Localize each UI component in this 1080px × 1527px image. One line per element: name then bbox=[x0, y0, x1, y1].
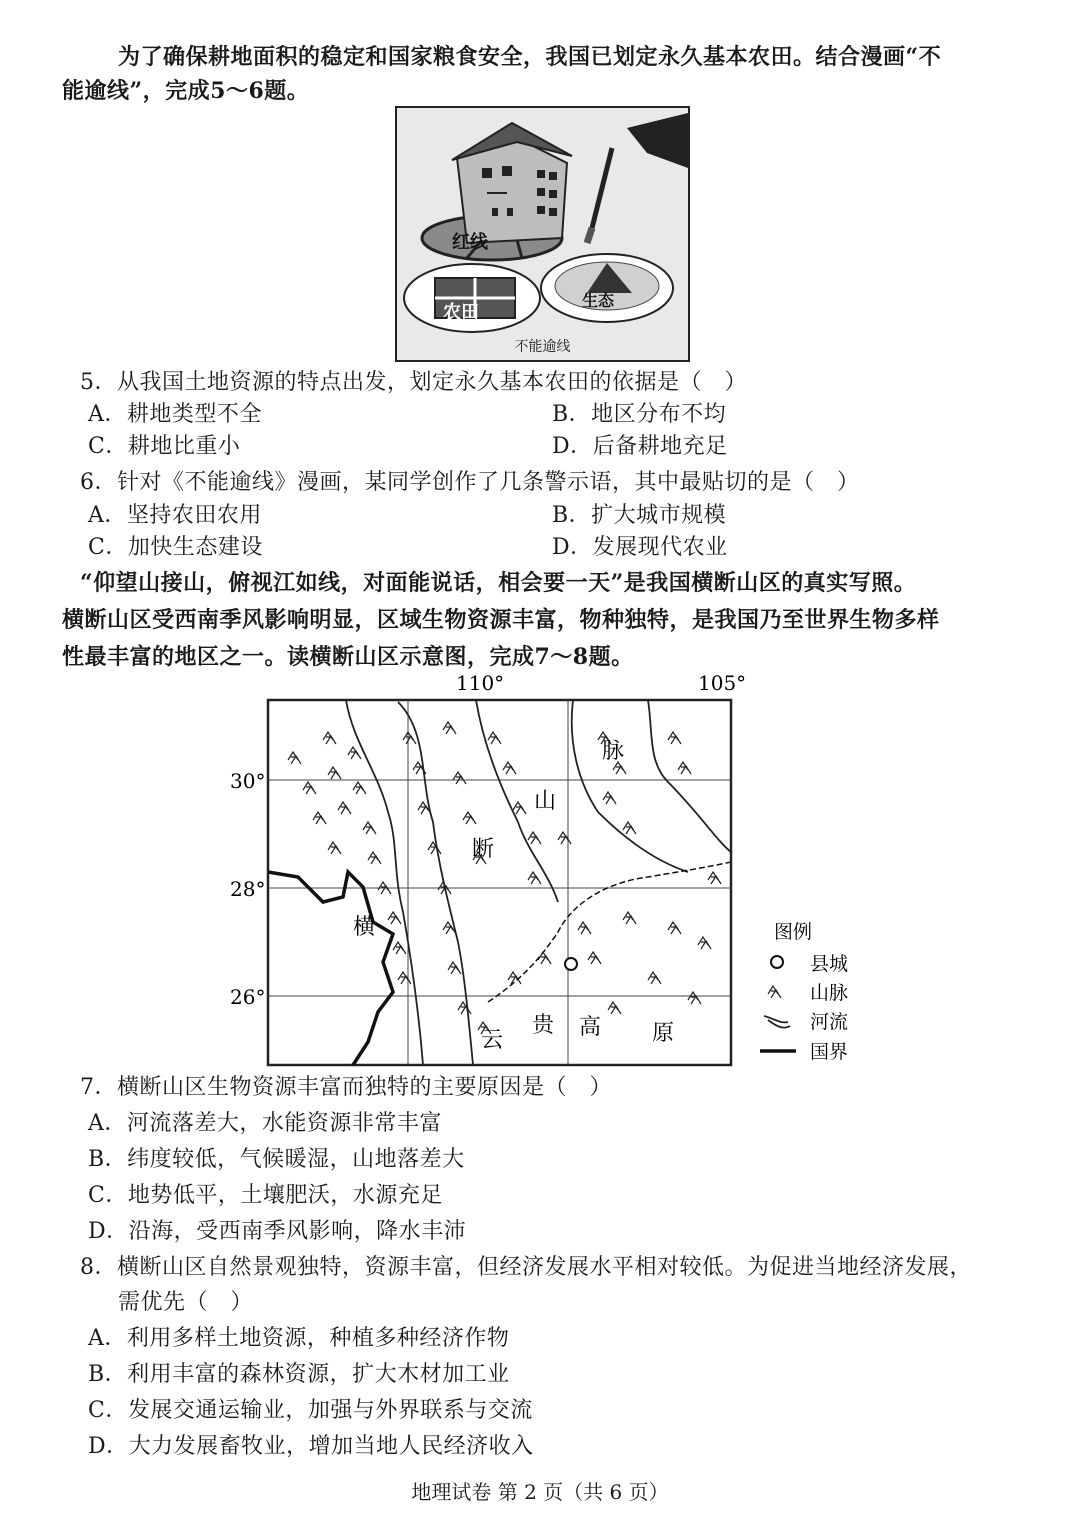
map-legend bbox=[760, 921, 848, 1063]
q5-option-c: C．耕地比重小 bbox=[88, 434, 241, 459]
intro-text-line: “仰望山接山，俯视江如线，对面能说话，相会要一天”是我国横断山区的真实写照。 bbox=[80, 570, 917, 596]
q5-option-b: B．地区分布不均 bbox=[552, 402, 727, 427]
map-char-yuan: 原 bbox=[652, 1021, 675, 1046]
q8-option-b: B．利用丰富的森林资源，扩大木材加工业 bbox=[88, 1362, 510, 1387]
map-char-heng: 横 bbox=[353, 915, 376, 940]
intro-text-line: 能逾线”，完成5～6题。 bbox=[62, 78, 310, 104]
question-8-stem: 8．横断山区自然景观独特，资源丰富，但经济发展水平相对较低。为促进当地经济发展， bbox=[80, 1255, 973, 1280]
lat-label-30: 30° bbox=[230, 769, 266, 793]
question-7-stem: 7．横断山区生物资源丰富而独特的主要原因是（ ） bbox=[80, 1075, 612, 1100]
farmland-label: 农田 bbox=[443, 302, 479, 323]
legend-river-icon bbox=[764, 1016, 790, 1028]
legend-town-icon bbox=[771, 956, 783, 968]
intro-text-line: 性最丰富的地区之一。读横断山区示意图，完成7～8题。 bbox=[62, 644, 634, 670]
county-town-marker bbox=[565, 958, 577, 970]
lat-label-28: 28° bbox=[230, 877, 266, 901]
cartoon-caption: 不能逾线 bbox=[514, 339, 571, 355]
question-8-stem-cont: 需优先（ ） bbox=[118, 1290, 254, 1315]
map-char-yun: 云 bbox=[481, 1028, 504, 1053]
q5-option-a: A．耕地类型不全 bbox=[88, 402, 262, 427]
q7-option-a: A．河流落差大，水能资源非常丰富 bbox=[88, 1111, 442, 1136]
map-char-duan: 断 bbox=[472, 837, 495, 862]
lon-label-110: 110° bbox=[456, 672, 505, 695]
legend-title: 图例 bbox=[774, 921, 813, 943]
legend-mountain-icon bbox=[768, 986, 781, 998]
red-line-label: 红线 bbox=[452, 232, 488, 253]
intro-text-line: 横断山区受西南季风影响明显，区域生物资源丰富，物种独特，是我国乃至世界生物多样 bbox=[62, 607, 940, 633]
q7-option-b: B．纬度较低，气候暖湿，山地落差大 bbox=[88, 1147, 465, 1172]
intro-text-line: 为了确保耕地面积的稳定和国家粮食安全，我国已划定永久基本农田。结合漫画“不 bbox=[118, 44, 942, 70]
cartoon-drawing bbox=[397, 108, 688, 360]
eco-label: 生态 bbox=[582, 291, 615, 310]
q6-option-a: A．坚持农田农用 bbox=[88, 503, 262, 528]
map-char-shan: 山 bbox=[534, 789, 557, 814]
legend-river-label: 河流 bbox=[810, 1011, 849, 1033]
q6-option-b: B．扩大城市规模 bbox=[552, 503, 727, 528]
q8-option-a: A．利用多样土地资源，种植多种经济作物 bbox=[88, 1326, 510, 1351]
legend-mountain-label: 山脉 bbox=[810, 982, 849, 1004]
q8-option-d: D．大力发展畜牧业，增加当地人民经济收入 bbox=[88, 1434, 534, 1459]
legend-town-label: 县城 bbox=[810, 953, 849, 975]
q6-option-c: C．加快生态建设 bbox=[88, 535, 263, 560]
question-6-stem: 6．针对《不能逾线》漫画，某同学创作了几条警示语，其中最贴切的是（ ） bbox=[80, 470, 860, 495]
q7-option-d: D．沿海，受西南季风影响，降水丰沛 bbox=[88, 1219, 467, 1244]
legend-border-label: 国界 bbox=[810, 1041, 849, 1063]
cartoon-figure bbox=[395, 106, 690, 362]
q5-option-d: D．后备耕地充足 bbox=[552, 434, 728, 459]
lat-label-26: 26° bbox=[230, 985, 266, 1009]
q8-option-c: C．发展交通运输业，加强与外界联系与交流 bbox=[88, 1398, 533, 1423]
map-char-gao: 高 bbox=[579, 1015, 602, 1040]
map-frame bbox=[268, 700, 731, 1065]
map-char-gui: 贵 bbox=[532, 1013, 555, 1038]
lon-label-105: 105° bbox=[698, 672, 747, 695]
page-footer: 地理试卷 第 2 页（共 6 页） bbox=[411, 1480, 669, 1504]
hengduan-map bbox=[228, 672, 868, 1067]
question-5-stem: 5．从我国土地资源的特点出发，划定永久基本农田的依据是（ ） bbox=[80, 370, 747, 395]
q6-option-d: D．发展现代农业 bbox=[552, 535, 728, 560]
map-char-mai: 脉 bbox=[602, 739, 625, 764]
q7-option-c: C．地势低平，土壤肥沃，水源充足 bbox=[88, 1183, 443, 1208]
